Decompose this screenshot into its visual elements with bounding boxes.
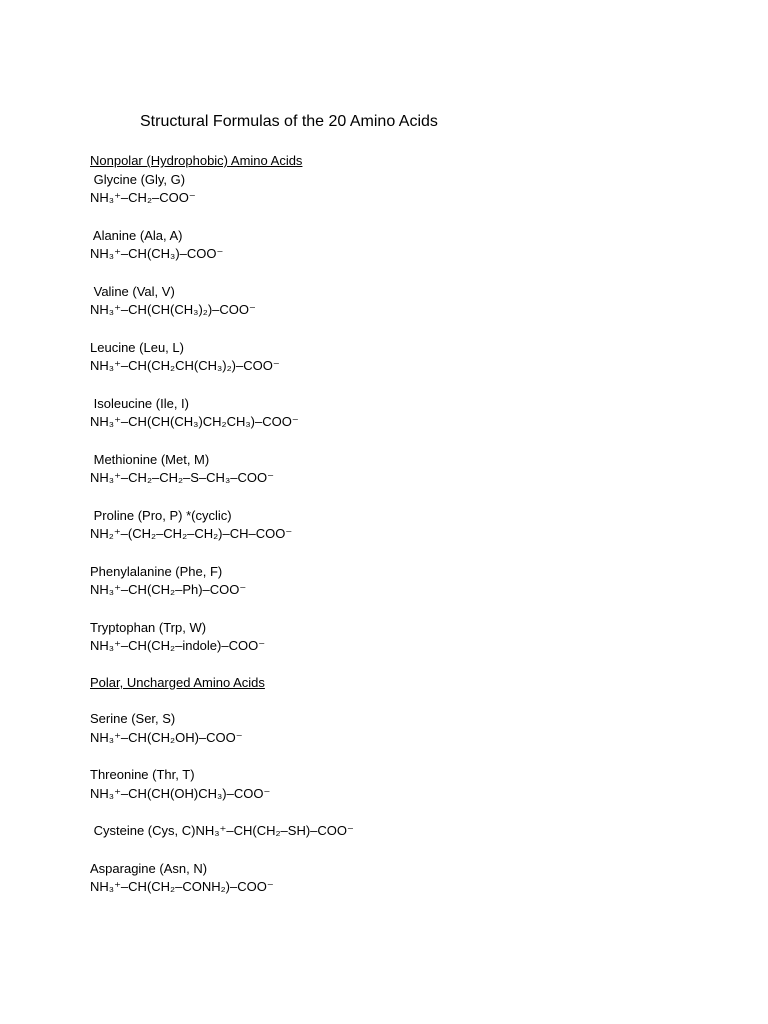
amino-acid-name-phenylalanine: Phenylalanine (Phe, F)	[90, 563, 223, 579]
section-heading-nonpolar: Nonpolar (Hydrophobic) Amino Acids	[90, 153, 303, 168]
amino-acid-formula-methionine: NH₃⁺–CH₂–CH₂–S–CH₃–COO⁻	[90, 470, 274, 485]
amino-acid-formula-valine: NH₃⁺–CH(CH(CH₃)₂)–COO⁻	[90, 302, 256, 317]
amino-acid-name-glycine: Glycine (Gly, G)	[90, 171, 186, 187]
amino-acid-formula-phenylalanine: NH₃⁺–CH(CH₂–Ph)–COO⁻	[90, 582, 247, 597]
section-heading-polar: Polar, Uncharged Amino Acids	[90, 674, 265, 690]
amino-acid-name-proline: Proline (Pro, P) *(cyclic)	[90, 507, 232, 523]
amino-acid-formula-leucine: NH₃⁺–CH(CH₂CH(CH₃)₂)–COO⁻	[90, 358, 280, 373]
amino-acid-formula-asparagine: NH₃⁺–CH(CH₂–CONH₂)–COO⁻	[90, 879, 274, 894]
amino-acid-entry-cysteine: Cysteine (Cys, C)NH₃⁺–CH(CH₂–SH)–COO⁻	[90, 823, 354, 838]
amino-acid-name-asparagine: Asparagine (Asn, N)	[90, 860, 208, 876]
amino-acid-name-threonine: Threonine (Thr, T)	[90, 767, 195, 782]
amino-acid-formula-serine: NH₃⁺–CH(CH₂OH)–COO⁻	[90, 729, 243, 745]
document-title: Structural Formulas of the 20 Amino Acids	[140, 113, 438, 130]
amino-acid-name-tryptophan: Tryptophan (Trp, W)	[90, 619, 207, 635]
document-body	[90, 152, 354, 897]
amino-acid-name-valine: Valine (Val, V)	[90, 283, 175, 299]
amino-acid-name-leucine: Leucine (Leu, L)	[90, 339, 184, 355]
amino-acid-name-serine: Serine (Ser, S)	[90, 711, 176, 726]
amino-acid-formula-proline: NH₂⁺–(CH₂–CH₂–CH₂)–CH–COO⁻	[90, 526, 293, 541]
amino-acid-name-alanine: Alanine (Ala, A)	[90, 227, 183, 243]
amino-acid-formula-isoleucine: NH₃⁺–CH(CH(CH₃)CH₂CH₃)–COO⁻	[90, 414, 299, 429]
amino-acid-name-isoleucine: Isoleucine (Ile, I)	[90, 395, 189, 411]
amino-acid-formula-tryptophan: NH₃⁺–CH(CH₂–indole)–COO⁻	[90, 638, 266, 653]
amino-acid-formula-alanine: NH₃⁺–CH(CH₃)–COO⁻	[90, 246, 224, 261]
amino-acid-name-methionine: Methionine (Met, M)	[90, 451, 210, 467]
amino-acid-formula-threonine: NH₃⁺–CH(CH(OH)CH₃)–COO⁻	[90, 785, 271, 801]
amino-acid-formula-glycine: NH₃⁺–CH₂–COO⁻	[90, 190, 196, 205]
